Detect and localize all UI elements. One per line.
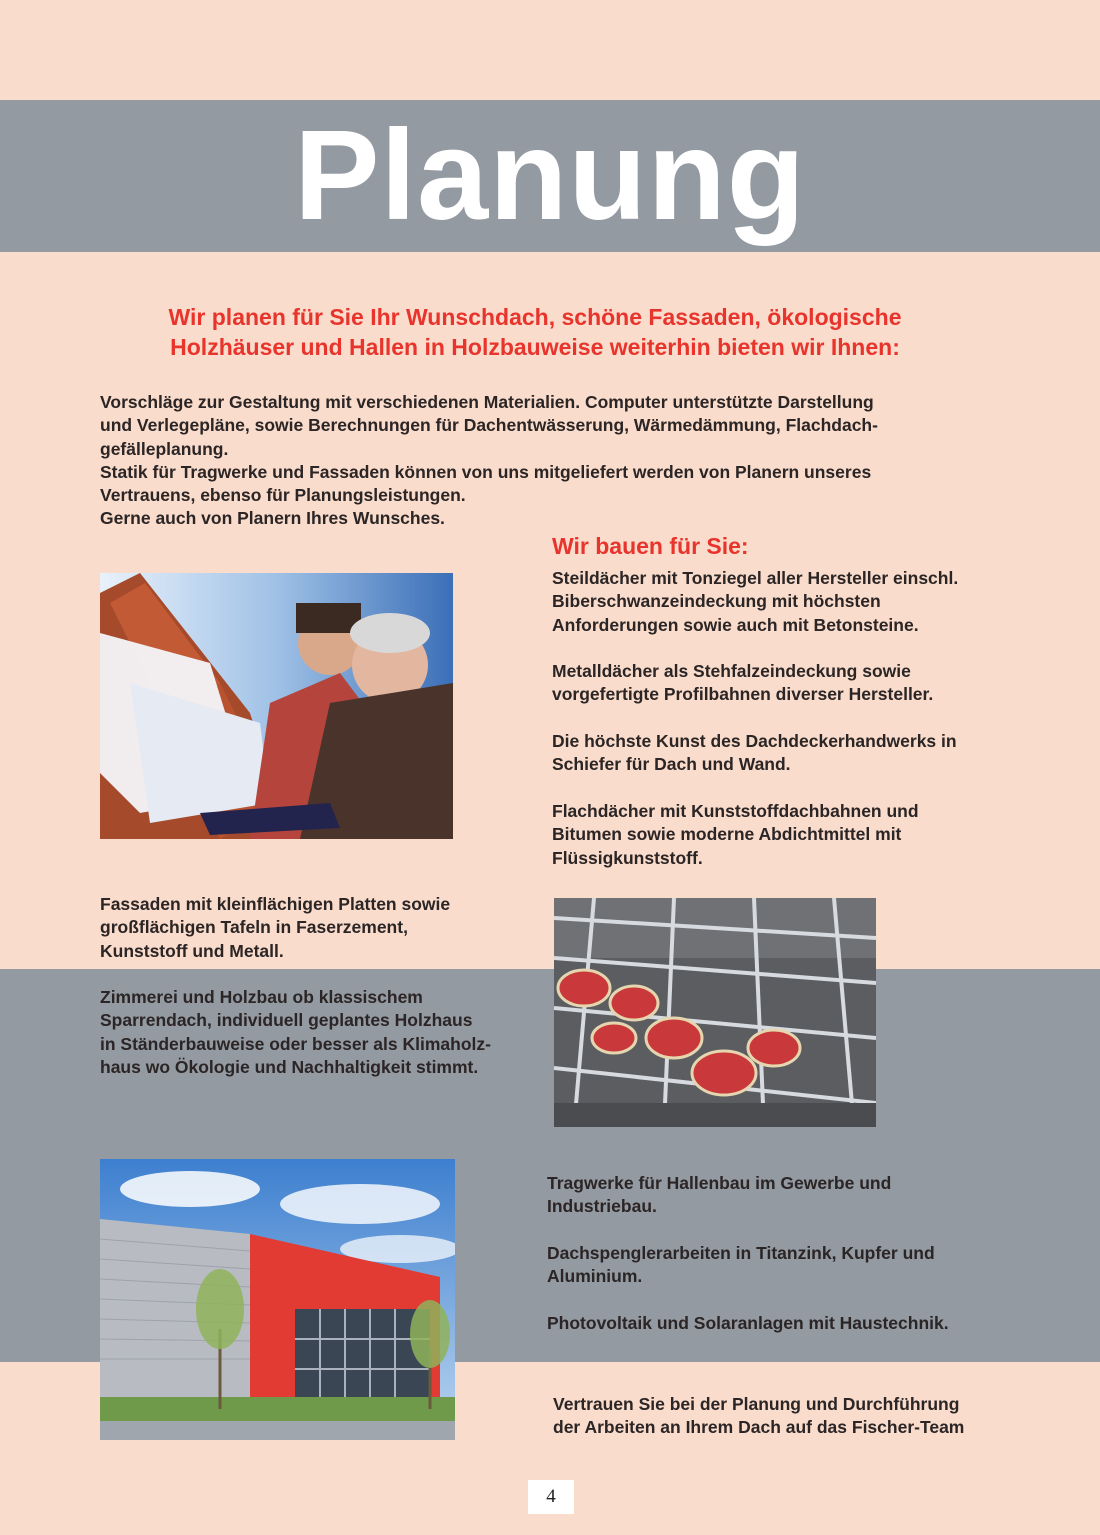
text-line: vorgefertigte Profilbahnen diverser Hersteller. <box>552 684 934 705</box>
text-line: Steildächer mit Tonziegel aller Hersteller einschl. <box>552 568 959 588</box>
text-line: Vorschläge zur Gestaltung mit verschiedenen Materialien. Computer unterstützte Darstellung <box>100 392 874 412</box>
photo-roof-planning-graphic <box>100 573 453 839</box>
photo-roof-planning <box>100 573 453 839</box>
text-line: Kunststoff und Metall. <box>100 940 284 961</box>
text-line: Die höchste Kunst des Dachdeckerhandwerks in <box>552 731 957 752</box>
text-line: der Arbeiten an Ihrem Dach auf das Fischer-Team <box>553 1417 965 1438</box>
text-line: Aluminium. <box>547 1266 643 1287</box>
spacer <box>552 637 1022 660</box>
text-line: Schiefer für Dach und Wand. <box>552 754 791 775</box>
text-line: Tragwerke für Hallenbau im Gewerbe und <box>547 1173 892 1193</box>
text-line: Vertrauens, ebenso für Planungsleistungen. <box>100 485 466 506</box>
spacer <box>547 1219 1027 1242</box>
text-line: Gerne auch von Planern Ihres Wunsches. <box>100 508 445 529</box>
text-line: haus wo Ökologie und Nachhaltigkeit stimmt. <box>100 1057 479 1078</box>
intro-heading <box>60 302 1010 362</box>
text-line: gefälleplanung. <box>100 438 229 459</box>
spacer <box>100 963 540 986</box>
planning-text <box>100 391 1000 531</box>
photo-industrial-hall-graphic <box>100 1159 455 1440</box>
left-text <box>100 893 540 1079</box>
text-line: Industriebau. <box>547 1196 657 1217</box>
text-line: Zimmerei und Holzbau ob klassischem <box>100 987 423 1008</box>
intro-line: Holzhäuser und Hallen in Holzbauweise weiterhin bieten wir Ihnen: <box>170 334 900 360</box>
spacer <box>547 1288 1027 1311</box>
text-line: Biberschwanzeindeckung mit höchsten <box>552 591 881 612</box>
page-number: 4 <box>528 1480 574 1514</box>
spacer <box>552 707 1022 730</box>
text-line: Photovoltaik und Solaranlagen mit Haustechnik. <box>547 1312 949 1333</box>
text-line: Fassaden mit kleinflächigen Platten sowie <box>100 894 451 914</box>
page-title: Planung <box>294 104 806 247</box>
text-line: großflächigen Tafeln in Faserzement, <box>100 917 408 938</box>
photo-roof-substructure <box>554 898 876 1127</box>
text-line: Sparrendach, individuell geplantes Holzhaus <box>100 1010 473 1031</box>
text-line: und Verlegepläne, sowie Berechnungen für Dachentwässerung, Wärmedämmung, Flachdach- <box>100 415 878 436</box>
text-line: Flüssigkunststoff. <box>552 847 703 868</box>
right-text <box>547 1172 1027 1335</box>
text-line: Statik für Tragwerke und Fassaden können von uns mitgeliefert werden von Planern unseres <box>100 461 872 482</box>
spacer <box>552 777 1022 800</box>
build-heading: Wir bauen für Sie: <box>552 533 749 559</box>
text-line: Vertrauen Sie bei der Planung und Durchführung <box>553 1394 960 1414</box>
photo-roof-substructure-graphic <box>554 898 876 1127</box>
text-line: in Ständerbauweise oder besser als Klimaholz- <box>100 1033 491 1054</box>
build-text <box>552 567 1022 870</box>
text-line: Anforderungen sowie auch mit Betonsteine. <box>552 614 919 635</box>
closing-text <box>553 1393 1013 1440</box>
text-line: Metalldächer als Stehfalzeindeckung sowie <box>552 661 911 682</box>
text-line: Dachspenglerarbeiten in Titanzink, Kupfer und <box>547 1242 935 1263</box>
intro-line: Wir planen für Sie Ihr Wunschdach, schöne Fassaden, ökologische <box>168 304 902 330</box>
text-line: Bitumen sowie moderne Abdichtmittel mit <box>552 824 902 845</box>
photo-industrial-hall <box>100 1159 455 1440</box>
text-line: Flachdächer mit Kunststoffdachbahnen und <box>552 800 919 821</box>
